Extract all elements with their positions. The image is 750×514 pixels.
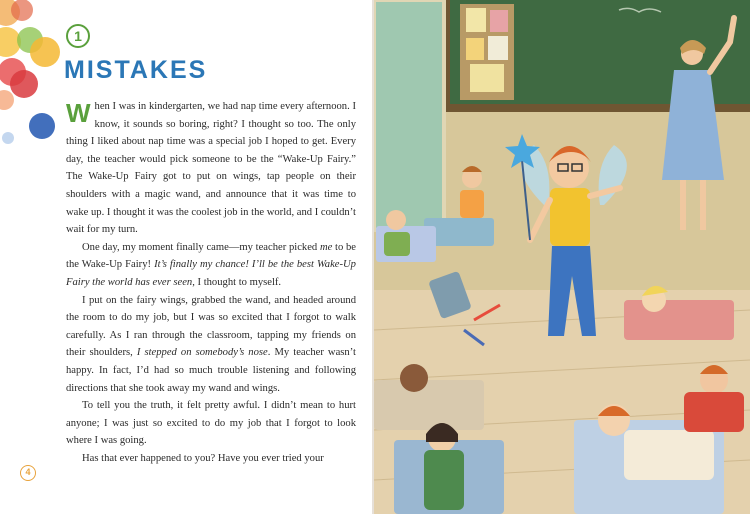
chapter-number-badge: 1	[66, 24, 90, 48]
paragraph-2: One day, my moment finally came—my teacher picked me to be the Wake-Up Fairy! It’s finally my chance! I’ll be the best Wake-Up Fairy the world has ever seen, I thought to myself.	[66, 241, 356, 288]
paragraph-3: I put on the fairy wings, grabbed the wand, and headed around the room to do my job, but I was so excited that I forgot to walk carefully. As I ran through the classroom, tapping my friends on their shoulders, I stepped on somebody’s nose. My teacher wasn’t happy. In fact, I’d had so much trouble listening and following directions that she took away my wand and wings.	[66, 294, 356, 394]
chapter-title: MISTAKES	[64, 56, 208, 84]
page-number: 4	[20, 465, 36, 481]
paragraph-1: When I was in kindergarten, we had nap time every afternoon. I know, it sounds so boring, right? I thought so too. The only thing I liked about nap time was a special job I hoped to get. Every day, the teacher would pick someone to be the “Wake-Up Fairy.” The Wake-Up Fairy got to put on wings, tap people on their shoulders with a magic wand, and announce that it was time to wake up. I thought it was the coolest job in the world, and I couldn’t wait for my turn.	[66, 98, 356, 236]
drop-cap: W	[66, 98, 91, 128]
classroom-illustration	[374, 0, 750, 514]
left-page	[0, 0, 372, 514]
paragraph-4: To tell you the truth, it felt pretty awful. I didn’t mean to hurt anyone; I was just so excited to do my job that I forgot to look where I was going.	[66, 400, 356, 447]
body-text	[66, 98, 356, 467]
paragraph-5: Has that ever happened to you? Have you ever tried your	[82, 452, 324, 464]
watercolor-dots-decoration	[0, 0, 70, 160]
